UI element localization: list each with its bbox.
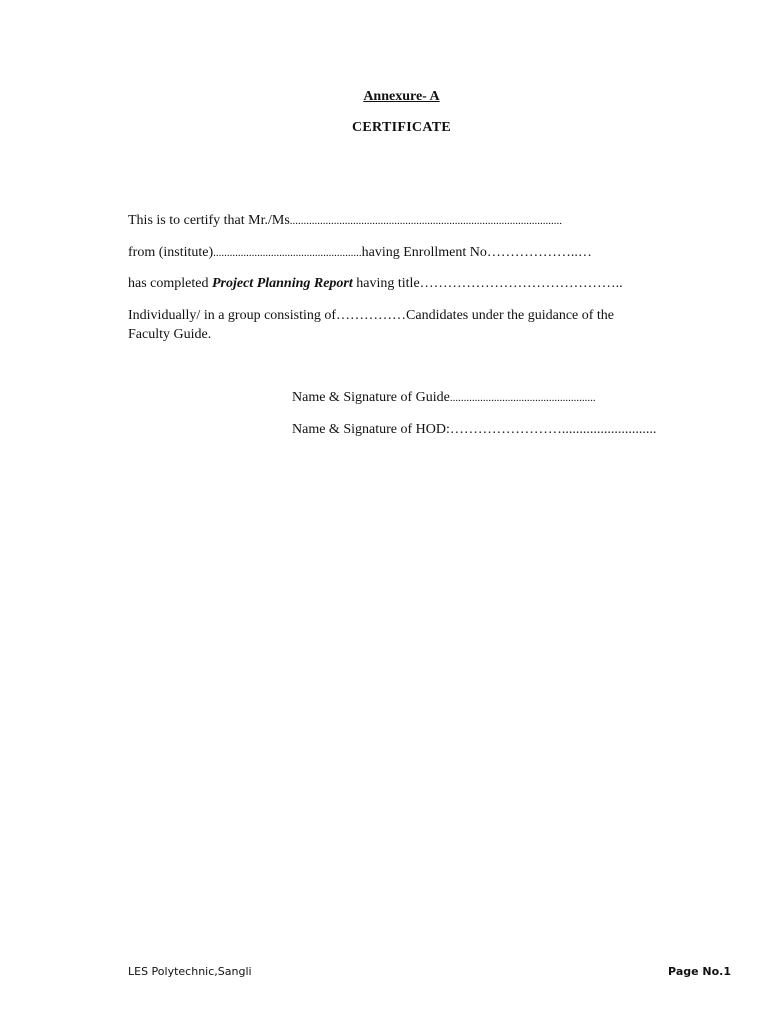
group-text: Individually/ in a group consisting of (128, 308, 337, 323)
institute-blank: ...................................................... (213, 247, 362, 259)
certify-text: This is to certify that Mr./Ms (128, 213, 290, 228)
completed-text: has completed (128, 276, 212, 291)
project-line (128, 276, 623, 292)
group-count-blank: …………… (336, 308, 407, 323)
institute-label: from (institute) (128, 245, 214, 260)
guide-signature-blank: ..................................................... (449, 392, 596, 404)
guidance-text: Candidates under the guidance of the (406, 308, 615, 323)
annexure-heading: Annexure- A (363, 89, 440, 104)
title-blank: …………………………………….. (419, 276, 623, 291)
hod-signature-label: Name & Signature of HOD: (292, 422, 450, 437)
guide-signature-line (292, 390, 596, 406)
project-report-name: Project Planning Report (211, 276, 353, 291)
title-label: having title (352, 276, 420, 291)
footer-page-number: Page No.1 (668, 965, 731, 978)
name-blank: ................................................................................................... (289, 215, 563, 227)
footer-institution: LES Polytechnic,Sangli (128, 965, 252, 978)
institute-line (128, 245, 592, 261)
faculty-guide-line: Faculty Guide. (128, 327, 212, 342)
guide-signature-label: Name & Signature of Guide (292, 390, 450, 405)
enrollment-label: having Enrollment No (361, 245, 487, 260)
enrollment-blank: ………………..… (486, 245, 592, 260)
hod-signature-line (292, 422, 656, 438)
certify-line (128, 213, 562, 229)
group-line (128, 308, 614, 324)
hod-signature-blank: ……………………........................... (449, 422, 657, 437)
certificate-title: CERTIFICATE (351, 120, 451, 135)
